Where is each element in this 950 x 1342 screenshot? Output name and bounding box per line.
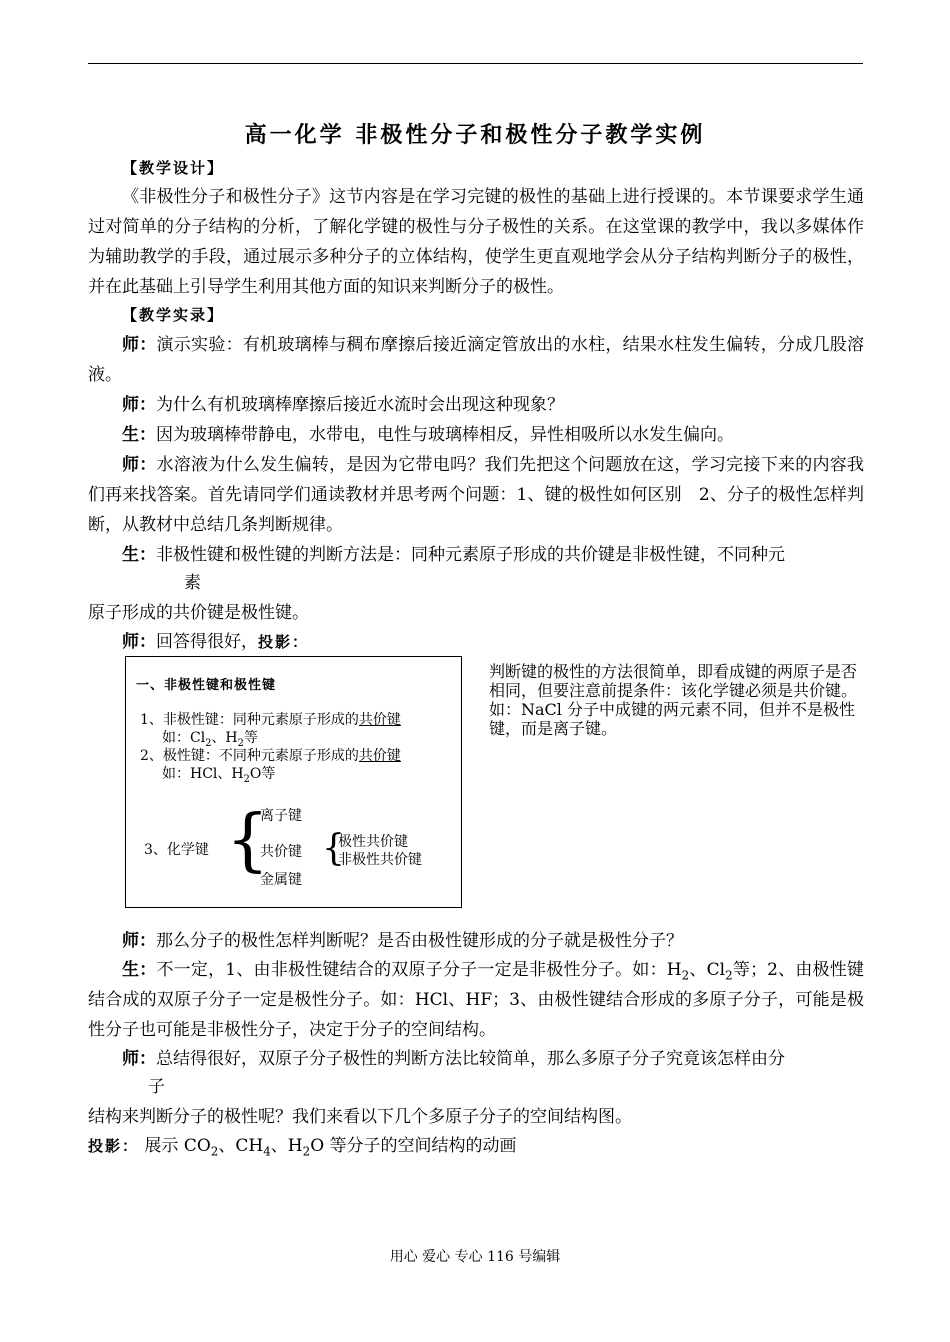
paragraph-text: 因为玻璃棒带静电，水带电，电性与玻璃棒相反，异性相吸所以水发生偏向。: [156, 425, 734, 445]
paragraph-teacher-6-cont: [88, 1102, 864, 1132]
design-paragraph: 《非极性分子和极性分子》这节内容是在学习完键的极性的基础上进行授课的。本节课要求学生通过对简单的分子结构的分析，了解化学键的极性与分子极性的关系。在这堂课的教学中，我以多媒体作为辅助教学的手段，通过展示多种分子的立体结构，使学生更直观地学会从分子结构判断分子的极性，并在此基础上引导学生利用其他方面的知识来判断分子的极性。: [88, 187, 864, 297]
paragraph-student-2: [88, 540, 864, 570]
student-label: 生：: [122, 425, 156, 445]
paragraph-teacher-6: [88, 1044, 864, 1074]
paragraph-text: O 等分子的空间结构的动画: [310, 1136, 517, 1156]
teacher-label: 师：: [122, 335, 157, 355]
slide-line-polar: [140, 747, 401, 765]
slide-text: O等: [249, 766, 276, 782]
paragraph-text: 总结得很好，双原子分子极性的判断方法比较简单，那么多原子分子究竟该怎样由分: [156, 1049, 785, 1069]
paragraph-projection: [88, 1131, 864, 1161]
paragraph-text: 水溶液为什么发生偏转，是因为它带电吗？我们先把这个问题放在这，学习完接下来的内容我们再来找答案。首先请同学们通读教材并思考两个问题：1、键的极性如何区别 2、分子的极性怎样判断，从教材中总结几条判断规律。: [88, 455, 865, 535]
slide-polar-covalent: 极性共价键: [338, 834, 408, 850]
header-rule: [88, 63, 863, 64]
paragraph-teacher-2: [88, 390, 864, 420]
subscript: 2: [237, 737, 244, 749]
paragraph-teacher-4: [88, 627, 864, 657]
subscript: 2: [210, 1144, 219, 1159]
teacher-label: 师：: [122, 455, 157, 475]
brace-left-small: {: [322, 828, 345, 869]
teacher-label: 师：: [122, 395, 156, 415]
subscript: 2: [205, 737, 212, 749]
slide-title: 一、非极性键和极性键: [136, 678, 277, 693]
paragraph-student-3: [88, 955, 864, 1045]
paragraph-text: 回答得很好，: [156, 632, 258, 652]
paragraph-teacher-3: [88, 450, 864, 540]
paragraph-text: 非极性键和极性键的判断方法是：同种元素原子形成的共价键是非极性键，不同种元: [156, 545, 785, 565]
subscript: 4: [263, 1144, 271, 1159]
teacher-label: 师：: [122, 632, 156, 652]
subscript: 2: [725, 968, 733, 983]
subscript: 2: [243, 773, 250, 785]
projection-slide: [125, 656, 462, 908]
slide-text: 如：Cl: [162, 730, 206, 746]
student-label: 生：: [122, 545, 156, 565]
slide-text: 2、极性键：不同种元素原子形成的: [140, 748, 359, 764]
slide-metallic-bond: 金属键: [260, 872, 302, 888]
slide-line-nonpolar: [140, 711, 401, 729]
slide-line-polar-example: [162, 765, 275, 783]
projection-label: 投影：: [88, 1137, 140, 1155]
paragraph-teacher-5: [88, 926, 864, 956]
slide-text: 1、非极性键：同种元素原子形成的: [140, 712, 359, 728]
paragraph-text: 为什么有机玻璃棒摩擦后接近水流时会出现这种现象？: [156, 395, 564, 415]
slide-ionic-bond: 离子键: [260, 808, 302, 824]
projection-label: 投影：: [258, 633, 310, 651]
document-title: 高一化学 非极性分子和极性分子教学实例: [244, 123, 706, 148]
paragraph-student-1: [88, 420, 864, 450]
slide-underlined-text: 共价键: [358, 712, 401, 728]
design-heading-line: [88, 153, 864, 183]
brace-left-large: {: [226, 801, 270, 880]
paragraph-text: 、CH: [218, 1136, 264, 1156]
paragraph-teacher-1: [88, 330, 864, 390]
paragraph-text: 演示实验：有机玻璃棒与稠布摩擦后接近滴定管放出的水柱，结果水柱发生偏转，分成几股溶液。: [88, 335, 865, 385]
slide-text: 等: [243, 730, 258, 746]
slide-underlined-text: 共价键: [358, 748, 401, 764]
slide-line-nonpolar-example: [162, 729, 258, 747]
student-label: 生：: [122, 960, 157, 980]
slide-nonpolar-covalent: 非极性共价键: [338, 852, 422, 868]
slide-chemical-bond: 3、化学键: [144, 842, 209, 858]
slide-text: 如：HCl、H: [162, 766, 244, 782]
paragraph-student-2-cont: [88, 598, 864, 628]
record-heading: 【教学实录】: [122, 306, 225, 324]
subscript: 2: [302, 1144, 311, 1159]
paragraph-text: 结构来判断分子的极性呢？我们来看以下几个多原子分子的空间结构图。: [88, 1107, 632, 1127]
paragraph-text: 展示 CO: [144, 1136, 211, 1156]
paragraph-text: 子: [148, 1077, 165, 1097]
paragraph-text: 、Cl: [689, 960, 726, 980]
teacher-label: 师：: [122, 1049, 156, 1069]
slide-text: 、H: [211, 730, 238, 746]
slide-covalent-bond: 共价键: [260, 844, 302, 860]
paragraph-text: 那么分子的极性怎样判断呢？是否由极性键形成的分子就是极性分子？: [156, 931, 683, 951]
paragraph-teacher-6-wrap: [88, 1072, 864, 1102]
paragraph-student-2-wrap: [88, 568, 864, 598]
paragraph-text: 、H: [270, 1136, 303, 1156]
subscript: 2: [681, 968, 690, 983]
paragraph-text: 素: [184, 573, 201, 593]
page-footer: 用心 爱心 专心 116 号编辑: [389, 1249, 561, 1265]
design-heading: 【教学设计】: [122, 159, 225, 177]
paragraph-text: 等；2、由极性键结合成的双原子分子一定是极性分子。如：HCl、HF；3、由极性键结合形成的多原子分子，可能是极性分子也可能是非极性分子，决定于分子的空间结构。: [88, 960, 864, 1040]
side-note: 判断键的极性的方法很简单，即看成键的两原子是否相同，但要注意前提条件：该化学键必须是共价键。如：NaCl 分子中成键的两元素不同，但并不是极性键，而是离子键。: [489, 662, 858, 738]
paragraph-text: 不一定，1、由非极性键结合的双原子分子一定是非极性分子。如：H: [156, 960, 682, 980]
record-heading-line: [88, 300, 864, 330]
paragraph-text: 原子形成的共价键是极性键。: [88, 603, 309, 623]
teacher-label: 师：: [122, 931, 156, 951]
